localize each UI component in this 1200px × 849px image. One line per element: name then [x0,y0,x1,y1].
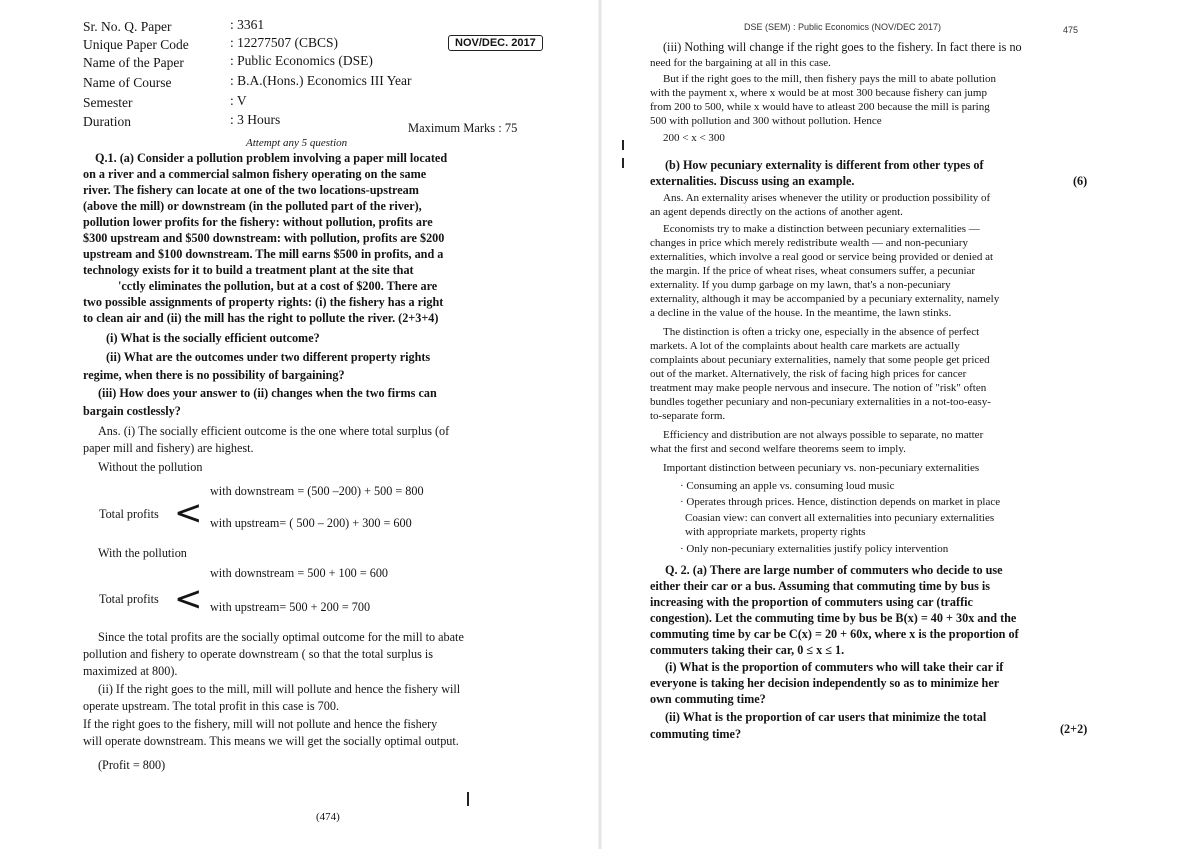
total-profits-label: Total profits [99,592,159,606]
text-line: (b) How pecuniary externality is different from other types of [665,158,984,172]
text-line: a decline in the value of the house. In the meantime, the lawn stinks. [650,307,952,319]
text-line: pollution and fishery to operate downstream ( so that the total surplus is [83,647,433,661]
scan-mark [467,792,469,806]
downstream-calc: with downstream = 500 + 100 = 600 [210,566,389,580]
meta-value-4: : V [230,93,247,108]
text-line: an agent depends directly on the actions of another agent. [650,206,903,218]
text-line: out of the market. Alternatively, the risk of facing high prices for cancer [650,368,967,380]
meta-label-4: Semester [83,95,133,110]
with-pollution-heading: With the pollution [98,546,187,560]
page-number: (474) [316,811,340,823]
text-line: Since the total profits are the socially optimal outcome for the mill to abate [98,630,464,644]
marks-label: (2+2) [1060,722,1088,736]
text-line: pollution lower profits for the fishery: without pollution, profits are [83,215,433,229]
text-line: commuting time? [650,727,742,741]
text-line: 500 with pollution and 300 without pollution. Hence [650,115,882,127]
text-line: commuting time by car be C(x) = 20 + 60x, where x is the proportion of [650,627,1019,641]
text-line: Important distinction between pecuniary vs. non-pecuniary externalities [663,462,980,474]
text-line: Ans. (i) The socially efficient outcome is the one where total surplus (of [98,424,450,438]
text-line: externality. If you dump garbage on my lawn, that's a non-pecuniary [650,279,951,291]
text-line: (iii) How does your answer to (ii) changes when the two firms can [98,386,437,400]
text-line: 'cctly eliminates the pollution, but at a cost of $200. There are [118,279,438,293]
text-line: will operate downstream. This means we will get the socially optimal output. [83,734,459,748]
text-line: (ii) What is the proportion of car users that minimize the total [665,710,987,724]
text-line: Efficiency and distribution are not always possible to separate, no matter [663,429,984,441]
scan-mark [622,140,624,150]
text-line: 200 < x < 300 [663,132,725,144]
scan-mark [622,158,624,168]
text-line: complaints about pecuniary externalities, namely that some people get priced [650,354,990,366]
meta-label-1: Unique Paper Code [83,37,189,52]
text-line: what the first and second welfare theorems seem to imply. [650,443,906,455]
text-line: with the payment x, where x would be at most 300 because fishery can jump [650,87,987,99]
text-line: bargain costlessly? [83,404,181,418]
text-line: to-separate form. [650,410,726,422]
exam-date-stamp: NOV/DEC. 2017 [448,35,543,51]
text-line: with appropriate markets, property rights [685,526,866,538]
text-line: $300 upstream and $500 downstream: with pollution, profits are $200 [83,231,445,245]
upstream-calc: with upstream= 500 + 200 = 700 [210,600,371,614]
text-line: The distinction is often a tricky one, especially in the absence of perfect [663,326,980,338]
text-line: externalities. Discuss using an example. [650,174,855,188]
text-line: Q. 2. (a) There are large number of commuters who decide to use [665,563,1003,577]
meta-value-1: : 12277507 (CBCS) [230,35,339,50]
text-line: paper mill and fishery) are highest. [83,441,254,455]
meta-value-2: : Public Economics (DSE) [230,53,373,68]
text-line: (i) What is the socially efficient outcome? [106,331,320,345]
meta-label-2: Name of the Paper [83,55,184,70]
bullet-item: · Consuming an apple vs. consuming loud music [680,480,895,492]
text-line: river. The fishery can locate at one of the two locations-upstream [83,183,419,197]
text-line: commuters taking their car, 0 ≤ x ≤ 1. [650,643,845,657]
text-line: need for the bargaining at all in this case. [650,57,831,69]
meta-label-5: Duration [83,114,131,129]
text-line: maximized at 800). [83,664,178,678]
text-line: (above the mill) or downstream (in the polluted part of the river), [83,199,422,213]
text-line: own commuting time? [650,692,766,706]
text-line: Ans. An externality arises whenever the utility or production possibility of [663,192,991,204]
text-line: on a river and a commercial salmon fishery operating on the same [83,167,427,181]
text-line: bundles together pecuniary and non-pecuniary externalities in a not-too-easy- [650,396,991,408]
text-line: from 200 to 500, while x would have to atleast 200 because the mill is paring [650,101,990,113]
text-line: markets. A lot of the complaints about health care markets are actually [650,340,960,352]
text-line: (iii) Nothing will change if the right goes to the fishery. In fact there is no [663,40,1022,54]
running-header: DSE (SEM) : Public Economics (NOV/DEC 2017) [744,22,942,32]
text-line: the margin. If the price of wheat rises, wheat consumers suffer, a pecuniar [650,265,976,277]
meta-value-0: : 3361 [230,17,265,32]
text-line: either their car or a bus. Assuming that commuting time by bus is [650,579,991,593]
text-line: two possible assignments of property rights: (i) the fishery has a right [83,295,444,309]
text-line: (i) What is the proportion of commuters who will take their car if [665,660,1004,674]
text-line: to clean air and (ii) the mill has the right to pollute the river. (2+3+4) [83,311,439,325]
text-line: increasing with the proportion of commuters using car (traffic [650,595,973,609]
text-line: Coasian view: can convert all externalities into pecuniary externalities [685,512,995,524]
downstream-calc: with downstream = (500 –200) + 500 = 800 [210,484,424,498]
text-line: everyone is taking her decision independently so as to minimize her [650,676,1000,690]
text-line: Economists try to make a distinction between pecuniary externalities — [663,223,980,235]
page-number: 475 [1063,25,1079,35]
text-line: (ii) What are the outcomes under two different property rights [106,350,431,364]
text-line: congestion). Let the commuting time by bus be B(x) = 40 + 30x and the [650,611,1017,625]
max-marks: Maximum Marks : 75 [408,121,518,135]
right-page [600,0,1200,849]
text-line: Without the pollution [98,460,203,474]
brace-icon: < [174,493,203,533]
text-line: (ii) If the right goes to the mill, mill will pollute and hence the fishery will [98,682,461,696]
text-line: technology exists for it to build a treatment plant at the site that [83,263,414,277]
bullet-item: · Only non-pecuniary externalities justify policy intervention [680,543,949,555]
text-line: If the right goes to the fishery, mill will not pollute and hence the fishery [83,717,438,731]
marks-label: (6) [1073,174,1088,188]
meta-label-0: Sr. No. Q. Paper [83,19,172,34]
text-line: (Profit = 800) [98,758,166,772]
meta-value-5: : 3 Hours [230,112,281,127]
attempt-instruction: Attempt any 5 question [246,137,348,149]
text-line: treatment may make people nervous and insecure. The notion of "risk" often [650,382,987,394]
text-line: But if the right goes to the mill, then fishery pays the mill to abate pollution [663,73,997,85]
meta-value-3: : B.A.(Hons.) Economics III Year [230,73,412,88]
text-line: upstream and $100 downstream. The mill earns $500 in profits, and a [83,247,444,261]
meta-label-3: Name of Course [83,75,172,90]
bullet-item: · Operates through prices. Hence, distinction depends on market in place [680,496,1001,508]
upstream-calc: with upstream= ( 500 – 200) + 300 = 600 [210,516,412,530]
text-line: operate upstream. The total profit in this case is 700. [83,699,339,713]
text-line: changes in price which merely redistribute wealth — and non-pecuniary [650,237,968,249]
text-line: externalities, which involve a real good or service being provided or denied at [650,251,994,263]
total-profits-label: Total profits [99,507,159,521]
text-line: externality, although it may be accompanied by a pecuniary externality, namely [650,293,1000,305]
text-line: regime, when there is no possibility of bargaining? [83,368,345,382]
brace-icon: < [174,579,203,619]
text-line: Q.1. (a) Consider a pollution problem involving a paper mill located [95,151,448,165]
